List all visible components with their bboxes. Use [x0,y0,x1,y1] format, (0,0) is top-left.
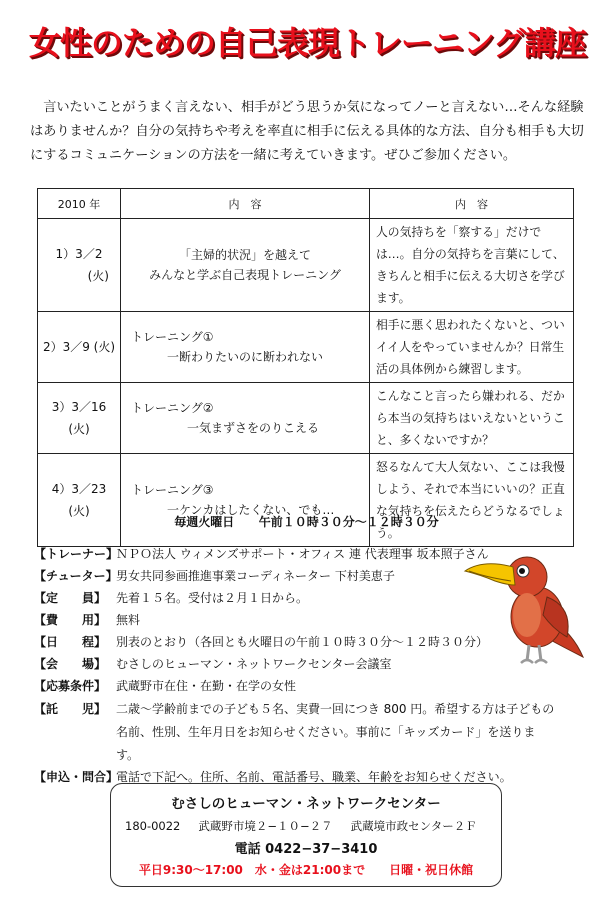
subtitle-text: みんなと学ぶ自己表現トレーニング [149,268,341,282]
session-title [121,219,370,312]
table-row [38,454,574,547]
session-date [38,219,121,312]
contact-phone: 電話 0422−37−3410 [234,842,378,857]
contact-street: 武蔵野市境２−１０−２７ [198,819,333,833]
info-value: 別表のとおり（各回とも火曜日の午前１０時３０分〜１２時３０分） [116,635,489,649]
session-title [121,312,370,383]
header-year: 2010 年 [38,189,121,219]
date-text: 4）3／23 [51,482,107,496]
subtitle-text: 一気まずさをのりこえる [187,421,320,435]
table-row [38,383,574,454]
contact-hours [111,861,501,878]
contact-box [110,783,502,887]
info-label: 【申込・問合】 [34,770,119,784]
date-text: 2）3／9 (火) [42,340,116,354]
info-value: むさしのヒューマン・ネットワークセンター会議室 [116,657,392,671]
info-value: 無料 [116,613,141,627]
title-text: トレーニング③ [131,483,214,497]
subtitle-text: 一断わりたいのに断われない [167,350,324,364]
info-childcare [34,698,594,767]
subtitle-text: 一ケンカはしたくない、でも… [167,503,335,517]
header-content: 内 容 [121,189,370,219]
contact-building: 武蔵境市政センター２Ｆ [350,819,477,833]
hours-closed: 日曜・祝日休館 [389,863,474,877]
session-title [121,383,370,454]
page-title: 女性のための自己表現トレーニング講座 [28,24,587,62]
table-header-row [38,189,574,219]
weekly-schedule [0,513,613,530]
session-title [121,454,370,547]
contact-org: むさしのヒューマン・ネットワークセンター [171,796,441,812]
date-text: 3）3／16 [51,400,107,414]
contact-address [125,818,495,834]
session-date [38,312,121,383]
schedule-table [37,188,574,547]
info-value: ＮＰＯ法人 ウィメンズサポート・オフィス 連 代表理事 坂本照子さん [116,547,489,561]
hours-weekday: 平日9:30〜17:00 [138,863,243,877]
table-row [38,312,574,383]
title-text: 「主婦的状況」を越えて [178,248,311,262]
day-text: (火) [87,269,109,283]
session-description: 人の気持ちを「察する」だけでは…。自分の気持ちを言葉にして、きちんと相手に伝える大切さを学びます。 [370,219,574,312]
session-date [38,454,121,547]
session-description: 相手に悪く思われたくないと、ついイイ人をやっていませんか？日常生活の具体例から練習します。 [370,312,574,383]
toucan-illustration [455,545,605,675]
day-text: (火) [68,504,90,518]
title-text: トレーニング② [131,401,214,415]
info-value: 電話で下記へ。住所、名前、電話番号、職業、年齢をお知らせください。 [116,770,512,784]
info-value: 武蔵野市在住・在勤・在学の女性 [116,679,297,693]
info-label: 【費 用】 [34,613,107,627]
info-eligibility [34,676,594,698]
weekly-days: 毎週火曜日 [174,515,235,529]
session-date [38,383,121,454]
hours-late: 水・金は21:00まで [254,863,366,877]
info-label: 【トレーナー】 [34,547,119,561]
info-label: 【会 場】 [34,657,107,671]
session-description: 怒るなんて大人気ない、ここは我慢しよう、それで本当にいいの？正直な気持ちを伝えたらどうなるでしょう。 [370,454,574,547]
table-row [38,219,574,312]
title-text: トレーニング① [131,330,214,344]
session-description: こんなこと言ったら嫌われる、だから本当の気持ちはいえないということ、多くないですか？ [370,383,574,454]
info-value: 男女共同参画推進事業コーディネーター 下村美恵子 [116,569,395,583]
info-value: 二歳〜学齢前までの子ども５名、実費一回につき 800 円。希望する方は子どもの名前、性別、生年月日をお知らせください。事前に「キッズカード」を送ります。 [116,702,555,762]
info-value: 先着１５名。受付は２月１日から。 [116,591,309,605]
header-description: 内 容 [370,189,574,219]
info-label: 【応募条件】 [34,679,107,693]
info-label: 【託 児】 [34,702,107,716]
date-text: 1）3／2 [55,247,103,261]
day-text: (火) [68,422,90,436]
info-label: 【日 程】 [34,635,107,649]
intro-paragraph: 言いたいことがうまく言えない、相手がどう思うか気になってノーと言えない…そんな経験はありませんか？自分の気持ちや考えを率直に相手に伝える具体的な方法、自分も相手も大切にするコミュニケーションの方法を一緒に考えていきます。ぜひご参加ください。 [30,100,584,163]
info-label: 【定 員】 [34,591,107,605]
weekly-time: 午前１０時３０分〜１２時３０分 [258,515,439,529]
info-label: 【チューター】 [34,569,118,583]
contact-zip: 180-0022 [125,819,181,833]
